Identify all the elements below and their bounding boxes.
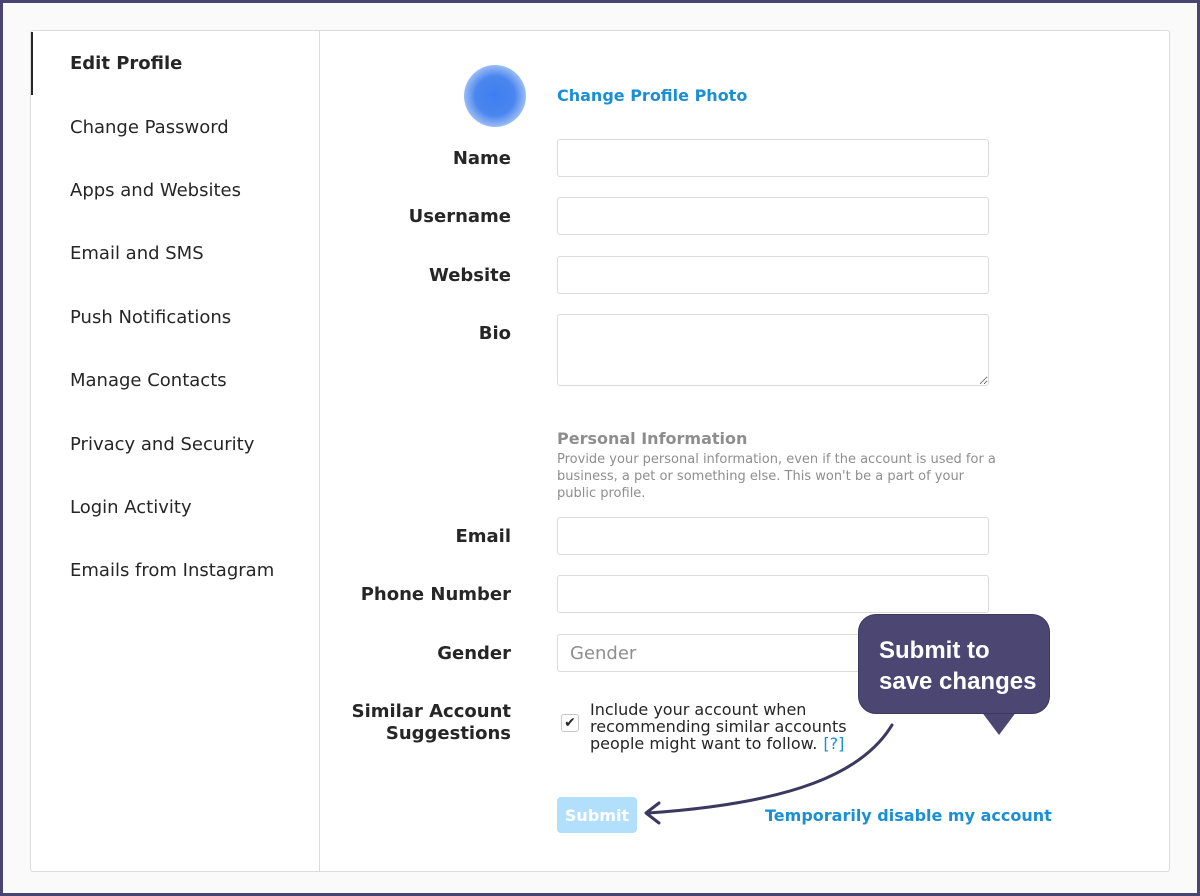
temporarily-disable-account-link[interactable]: Temporarily disable my account	[765, 806, 1052, 825]
sidebar-item-manage-contacts[interactable]: Manage Contacts	[70, 370, 227, 391]
gender-label: Gender	[437, 643, 511, 664]
similar-label-line2: Suggestions	[385, 723, 511, 744]
sidebar-item-apps-and-websites[interactable]: Apps and Websites	[70, 180, 241, 201]
help-link[interactable]: [?]	[823, 734, 845, 753]
gender-placeholder: Gender	[570, 642, 637, 664]
similar-label-line1: Similar Account	[351, 701, 511, 722]
sidebar-item-change-password[interactable]: Change Password	[70, 117, 229, 138]
checkmark-icon: ✔	[564, 715, 576, 731]
username-label: Username	[408, 206, 511, 227]
email-label: Email	[455, 526, 511, 547]
sidebar-item-edit-profile[interactable]: Edit Profile	[31, 32, 319, 95]
callout-line1: Submit to	[879, 637, 990, 664]
sidebar-item-push-notifications[interactable]: Push Notifications	[70, 307, 232, 328]
personal-information-title: Personal Information	[557, 429, 748, 448]
sidebar-item-email-and-sms[interactable]: Email and SMS	[70, 243, 204, 264]
personal-information-description: Provide your personal information, even if the account is used for a business, a pet or something else. This won't be a part of your public profile.	[557, 452, 996, 501]
callout-tail	[3, 3, 1200, 896]
similar-accounts-text: Include your account when recommending similar accounts people might want to follow.	[590, 700, 847, 753]
name-label: Name	[452, 148, 511, 169]
sidebar-item-emails-from-instagram[interactable]: Emails from Instagram	[70, 560, 275, 581]
sidebar-item-privacy-and-security[interactable]: Privacy and Security	[70, 434, 255, 455]
callout-pointer-icon	[981, 711, 1017, 735]
phone-number-label: Phone Number	[360, 584, 511, 605]
change-profile-photo-link[interactable]: Change Profile Photo	[557, 86, 748, 105]
sidebar-item-login-activity[interactable]: Login Activity	[70, 497, 192, 518]
callout-line2: save changes	[879, 668, 1037, 695]
tooltip-callout	[858, 614, 1050, 714]
submit-button[interactable]: Submit	[557, 797, 637, 833]
website-label: Website	[428, 265, 511, 286]
bio-label: Bio	[478, 323, 511, 344]
